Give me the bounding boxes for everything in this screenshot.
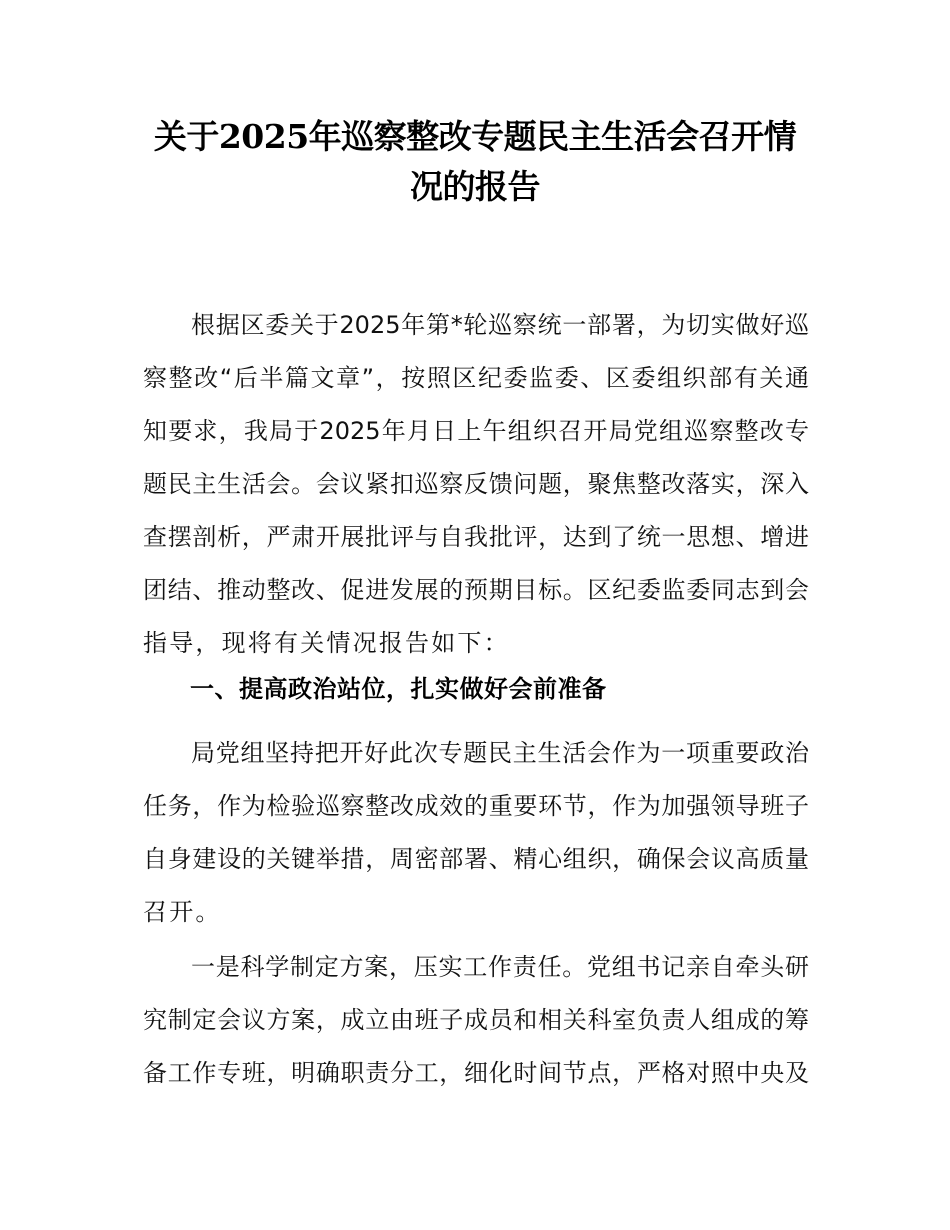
intro-line-2: 察整改“后半篇文章”，按照区纪委监委、区委组织部有关通 — [143, 364, 809, 392]
title-line-2: 况的报告 — [410, 167, 540, 206]
p1-line-1: 一是科学制定方案，压实工作责任。党组书记亲自牵头研 — [191, 953, 809, 981]
section-heading-1: 一、提高政治站位，扎实做好会前准备 — [190, 675, 607, 703]
intro-line-1: 根据区委关于2025年第*轮巡察统一部署，为切实做好巡 — [191, 311, 809, 339]
intro-line-5: 查摆剖析，严肃开展批评与自我批评，达到了统一思想、增进 — [143, 523, 809, 551]
s1-line-1: 局党组坚持把开好此次专题民主生活会作为一项重要政治 — [191, 739, 809, 767]
intro-line-7: 指导，现将有关情况报告如下： — [143, 629, 510, 657]
p1-line-2: 究制定会议方案，成立由班子成员和相关科室负责人组成的筹 — [143, 1006, 809, 1034]
intro-line-4: 题民主生活会。会议紧扣巡察反馈问题，聚焦整改落实，深入 — [143, 470, 809, 498]
s1-line-3: 自身建设的关键举措，周密部署、精心组织，确保会议高质量 — [143, 845, 809, 873]
document-title — [100, 112, 850, 212]
title-line-1: 关于2025年巡察整改专题民主生活会召开情 — [153, 117, 797, 156]
s1-line-2: 任务，作为检验巡察整改成效的重要环节，作为加强领导班子 — [143, 792, 809, 820]
s1-line-4: 召开。 — [143, 898, 222, 926]
p1-line-3: 备工作专班，明确职责分工，细化时间节点，严格对照中央及 — [143, 1059, 809, 1087]
intro-line-3: 知要求，我局于2025年月日上午组织召开局党组巡察整改专 — [143, 417, 809, 445]
intro-line-6: 团结、推动整改、促进发展的预期目标。区纪委监委同志到会 — [143, 576, 809, 604]
